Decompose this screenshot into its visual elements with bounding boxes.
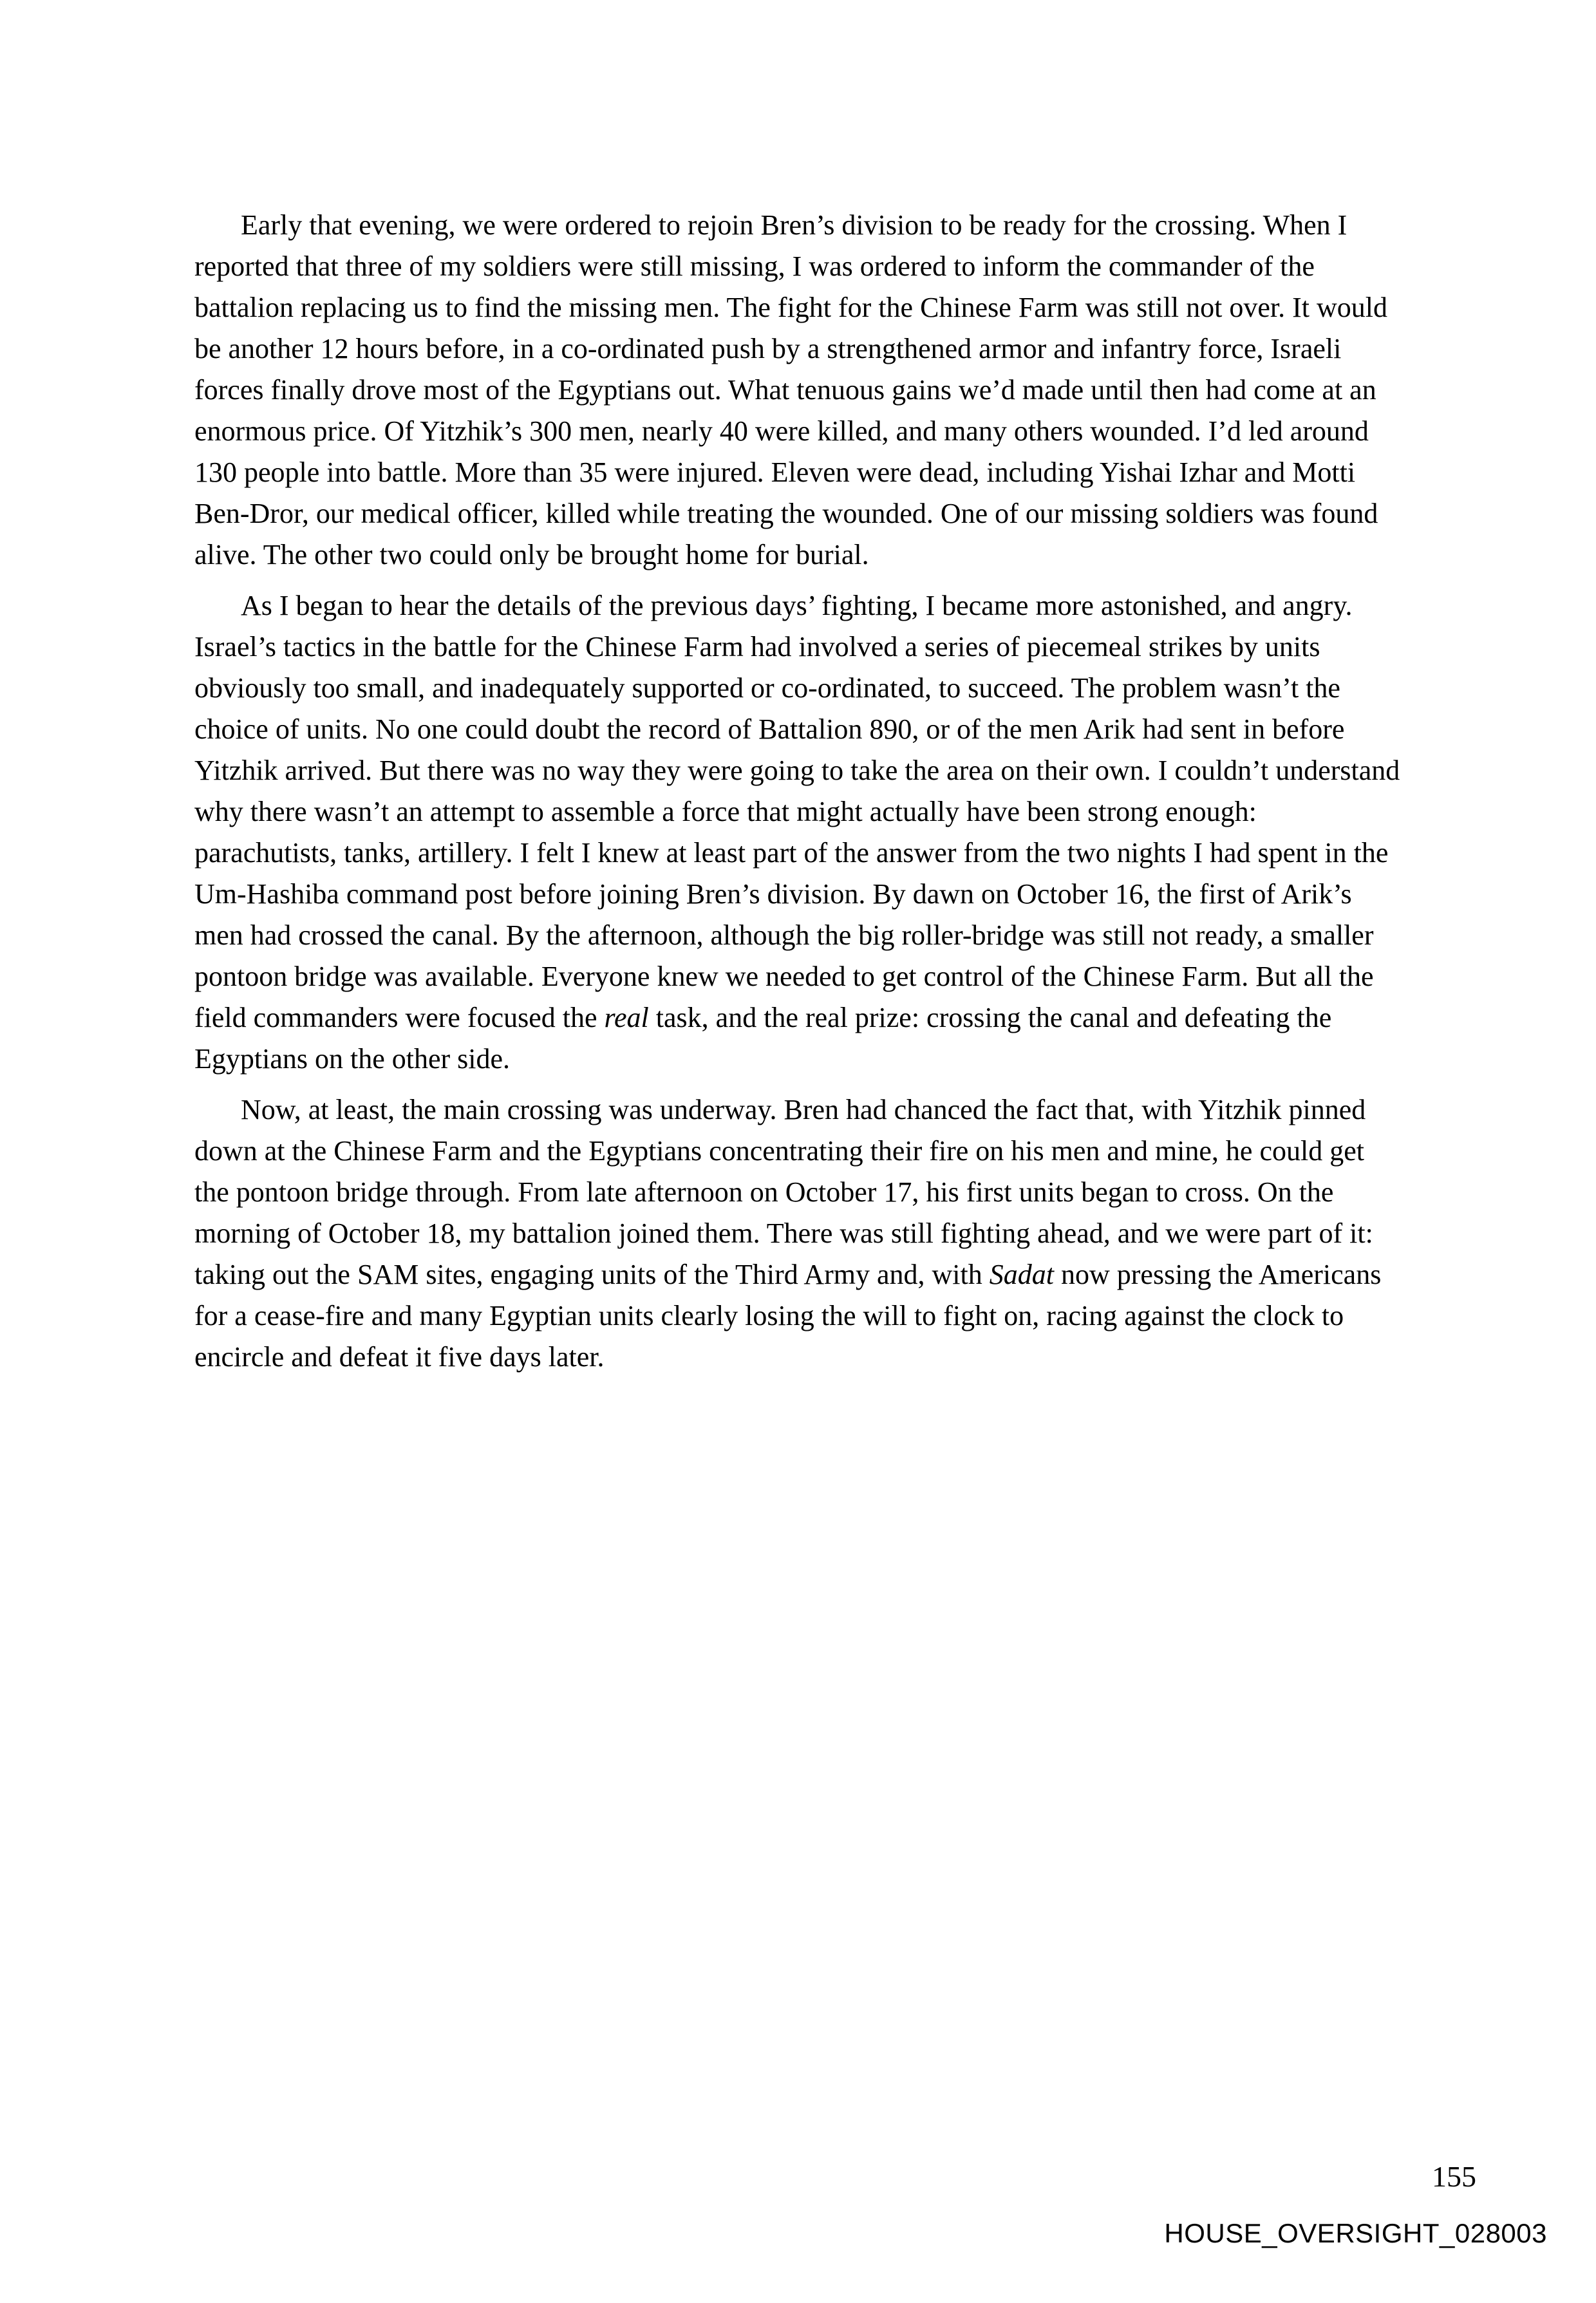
page-number: 155 bbox=[1432, 2160, 1476, 2193]
footer-stamp: HOUSE_OVERSIGHT_028003 bbox=[1164, 2218, 1547, 2248]
italic-word-real: real bbox=[604, 1002, 649, 1033]
paragraph-2-text-continued: task, and the real prize: crossing the canal and defeating the Egyptians on the other side. bbox=[194, 1002, 1332, 1075]
body-text bbox=[194, 205, 1404, 1387]
paragraph-1-text: Early that evening, we were ordered to rejoin Bren’s division to be ready for the crossing. When I reported that three of my soldiers were still missing, I was ordered to inform the commander of the battalion replacing us to find the missing men. The fight for the Chinese Farm was still not over. It would be another 12 hours before, in a co-ordinated push by a strengthened armor and infantry force, Israeli forces finally drove most of the Egyptians out. What tenuous gains we’d made until then had come at an enormous price. Of Yitzhik’s 300 men, nearly 40 were killed, and many others wounded. I’d led around 130 people into battle. More than 35 were injured. Eleven were dead, including Yishai Izhar and Motti Ben-Dror, our medical officer, killed while treating the wounded. One of our missing soldiers was found alive. The other two could only be brought home for burial. bbox=[194, 209, 1388, 570]
paragraph-2-text: As I began to hear the details of the previous days’ fighting, I became more astonished, and angry. Israel’s tactics in the battle for the Chinese Farm had involved a series of piecemeal strikes by units obviously too small, and inadequately supported or co-ordinated, to succeed. The problem wasn’t the choice of units. No one could doubt the record of Battalion 890, or of the men Arik had sent in before Yitzhik arrived. But there was no way they were going to take the area on their own. I couldn’t understand why there wasn’t an attempt to assemble a force that might actually have been strong enough: parachutists, tanks, artillery. I felt I knew at least part of the answer from the two nights I had spent in the Um-Hashiba command post before joining Bren’s division. By dawn on October 16, the first of Arik’s men had crossed the canal. By the afternoon, although the big roller-bridge was still not ready, a smaller pontoon bridge was available. Everyone knew we needed to get control of the Chinese Farm. But all the field commanders were focused the bbox=[194, 590, 1400, 1033]
paragraph-3-text: Now, at least, the main crossing was underway. Bren had chanced the fact that, with Yitzhik pinned down at the Chinese Farm and the Egyptians concentrating their fire on his men and mine, he could get the pontoon bridge through. From late afternoon on October 17, his first units began to cross. On the morning of October 18, my battalion joined them. There was still fighting ahead, and we were part of it: taking out the SAM sites, engaging units of the Third Army and, with bbox=[194, 1094, 1373, 1290]
paragraph-3 bbox=[194, 1089, 1404, 1378]
italic-word-sadat: Sadat bbox=[989, 1259, 1054, 1290]
paragraph-2 bbox=[194, 585, 1404, 1080]
paragraph-3-text-continued: now pressing the Americans for a cease-fire and many Egyptian units clearly losing the will to fight on, racing against the clock to encircle and defeat it five days later. bbox=[194, 1259, 1382, 1373]
paragraph-1 bbox=[194, 205, 1404, 576]
